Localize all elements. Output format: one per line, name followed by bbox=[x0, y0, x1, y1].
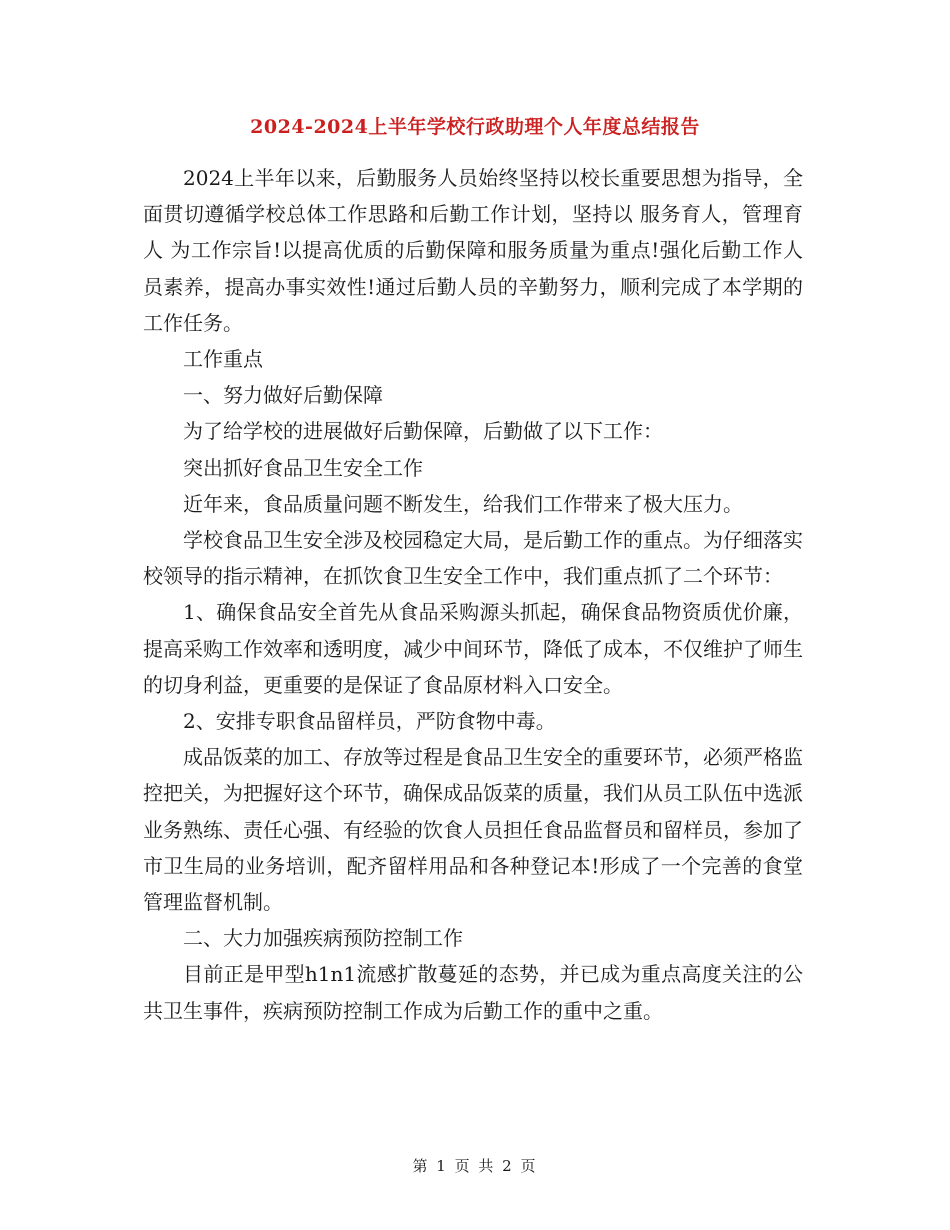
paragraph-logistics-intro: 为了给学校的进展做好后勤保障，后勤做了以下工作： bbox=[183, 419, 663, 444]
paragraph-heading-logistics: 一、努力做好后勤保障 bbox=[183, 383, 383, 408]
paragraph-intro: 2024上半年以来，后勤服务人员始终坚持以校长重要思想为指导，全面贯切遵循学校总体工作思路和后勤工作计划，坚持以 服务育人，管理育人 为工作宗旨!以提高优质的后勤保障和服务质量为重点!强化后勤工作人员素养，提高办事实效性!通过后勤人员的辛勤努力，顺利完成了本学期的工作任务。 bbox=[143, 166, 803, 335]
paragraph-food-safety-heading: 突出抓好食品卫生安全工作 bbox=[183, 455, 423, 480]
paragraph-item-1: 1、确保食品安全首先从食品采购源头抓起，确保食品物资质优价廉，提高采购工作效率和透明度，减少中间环节，降低了成本，不仅维护了师生的切身利益，更重要的是保证了食品原材料入口安全。 bbox=[143, 600, 803, 697]
paragraph-item-2: 2、安排专职食品留样员，严防食物中毒。 bbox=[183, 709, 556, 734]
paragraph-h1n1: 目前正是甲型h1n1流感扩散蔓延的态势，并已成为重点高度关注的公共卫生事件，疾病预防控制工作成为后勤工作的重中之重。 bbox=[143, 962, 803, 1023]
paragraph-heading-disease-control: 二、大力加强疾病预防控制工作 bbox=[183, 926, 463, 951]
paragraph-heading-work-focus: 工作重点 bbox=[183, 347, 263, 372]
page-number-footer: 第 1 页 共 2 页 bbox=[412, 1157, 538, 1175]
paragraph-food-pressure: 近年来，食品质量问题不断发生，给我们工作带来了极大压力。 bbox=[183, 491, 743, 516]
paragraph-food-safety-key: 学校食品卫生安全涉及校园稳定大局，是后勤工作的重点。为仔细落实校领导的指示精神，在抓饮食卫生安全工作中，我们重点抓了二个环节： bbox=[143, 528, 803, 589]
paragraph-finished-meals: 成品饭菜的加工、存放等过程是食品卫生安全的重要环节，必须严格监控把关，为把握好这个环节，确保成品饭菜的质量，我们从员工队伍中选派业务熟练、责任心强、有经验的饮食人员担任食品监督员和留样员，参加了市卫生局的业务培训，配齐留样用品和各种登记本!形成了一个完善的食堂管理监督机制。 bbox=[143, 745, 803, 915]
document-body bbox=[143, 160, 803, 1029]
document-title: 2024-2024上半年学校行政助理个人年度总结报告 bbox=[250, 116, 700, 138]
